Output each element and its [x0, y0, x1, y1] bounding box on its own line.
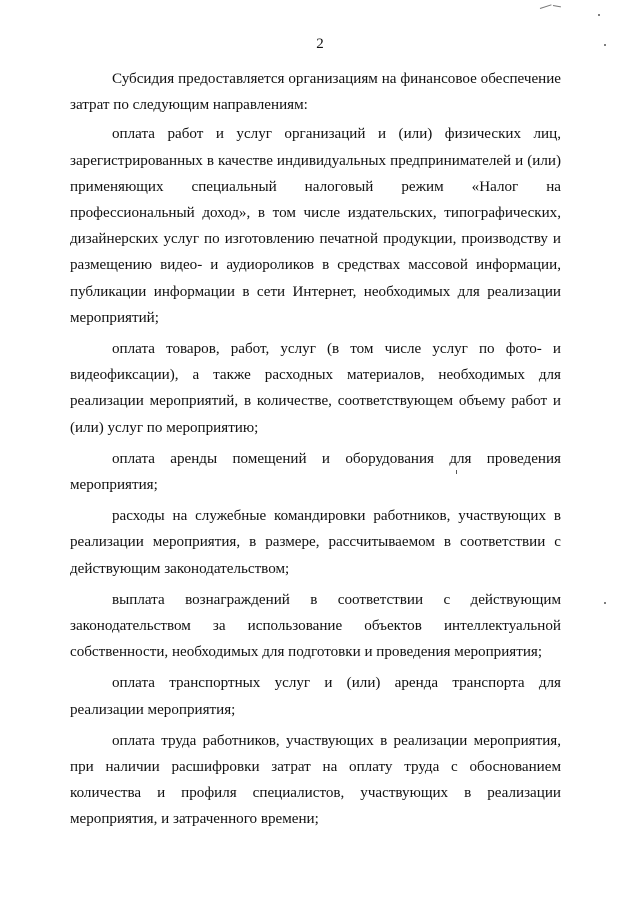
- document-body: [70, 66, 561, 838]
- scan-artifact: [540, 4, 552, 9]
- paragraph-item: оплата транспортных услуг и (или) аренда транспорта для реализации мероприятия;: [70, 675, 561, 718]
- page-number: 2: [316, 36, 324, 52]
- paragraph-item: оплата труда работников, участвующих в реализации мероприятия, при наличии расшифровки затрат на оплату труда с обоснованием количества и профиля специалистов, участвующих в реализации мероприятия, и затраченного времени;: [70, 732, 561, 828]
- scan-artifact: [553, 5, 561, 7]
- paragraph-intro: Субсидия предоставляется организациям на финансовое обеспечение затрат по следующим направлениям:: [70, 71, 561, 114]
- scan-artifact: [604, 602, 606, 604]
- paragraph-item: оплата товаров, работ, услуг (в том числе услуг по фото- и видеофиксации), а также расходных материалов, необходимых для реализации мероприятий, в количестве, соответствующем объему работ и (или) услуг по мероприятию;: [70, 341, 561, 436]
- paragraph-item: оплата работ и услуг организаций и (или) физических лиц, зарегистрированных в качестве индивидуальных предпринимателей и (или) применяющих специальный налоговый режим «Налог на профессиональный доход», в том числе издательских, типографических, дизайнерских услуг по изготовлению печатной продукции, производству и размещению видео- и аудиороликов в средствах массовой информации, публикации информации в сети Интернет, необходимых для реализации мероприятий;: [70, 126, 561, 326]
- paragraph-item: расходы на служебные командировки работников, участвующих в реализации мероприятия, в размере, рассчитываемом в соответствии с действующим законодательством;: [70, 508, 561, 577]
- paragraph-item: выплата вознаграждений в соответствии с действующим законодательством за использование объектов интеллектуальной собственности, необходимых для подготовки и проведения мероприятия;: [70, 591, 561, 661]
- paragraph-item: оплата аренды помещений и оборудования для проведения мероприятия;: [70, 450, 561, 494]
- scan-artifact: [598, 14, 600, 16]
